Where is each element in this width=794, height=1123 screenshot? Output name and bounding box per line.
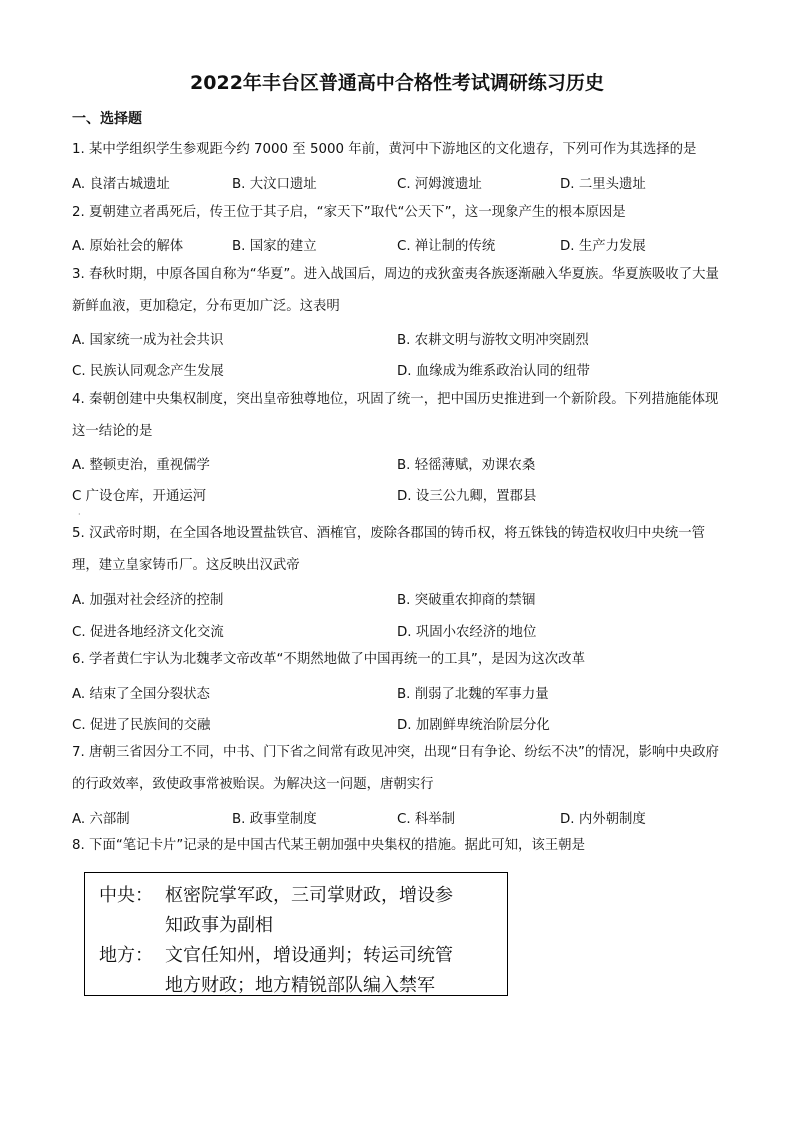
option-d[interactable]: D. 巩固小农经济的地位 <box>397 625 537 640</box>
stray-mark: · <box>78 510 81 519</box>
option-a[interactable]: A. 原始社会的解体 <box>72 239 184 254</box>
question-5-stem: 5. 汉武帝时期，在全国各地设置盐铁官、酒榷官，废除各郡国的铸币权，将五铢钱的铸造权收归中央统一管理，建立皇家铸币厂。这反映出汉武帝 <box>72 526 705 573</box>
option-d[interactable]: D. 加剧鲜卑统治阶层分化 <box>397 718 550 733</box>
question-7-stem: 7. 唐朝三省因分工不同，中书、门下省之间常有政见冲突，出现“日有争论、纷纭不决”的情况，影响中央政府的行政效率，致使政事常被贻误。为解决这一问题，唐朝实行 <box>72 745 719 792</box>
question-4-options-row1 <box>72 454 732 478</box>
question-6-stem: 6. 学者黄仁宇认为北魏孝文帝改革“不期然地做了中国再统一的工具”，是因为这次改革 <box>72 652 585 667</box>
option-a[interactable]: A. 良渚古城遗址 <box>72 177 170 192</box>
option-c[interactable]: C. 促进各地经济文化交流 <box>72 625 224 640</box>
question-6-options-row2 <box>72 714 732 738</box>
question-2-stem: 2. 夏朝建立者禹死后，传王位于其子启，“家天下”取代“公天下”，这一现象产生的根本原因是 <box>72 205 626 220</box>
note-central-line2: 知政事为副相 <box>165 915 273 936</box>
note-card <box>84 872 508 996</box>
option-a[interactable]: A. 加强对社会经济的控制 <box>72 593 224 608</box>
option-a[interactable]: A. 六部制 <box>72 812 130 827</box>
question-3-stem: 3. 春秋时期，中原各国自称为“华夏”。进入战国后，周边的戎狄蛮夷各族逐渐融入华夏族。华夏族吸收了大量新鲜血液，更加稳定，分布更加广泛。这表明 <box>72 267 719 314</box>
question-5-options-row1 <box>72 589 732 613</box>
question-3-options-row2 <box>72 360 732 384</box>
note-central-label: 中央： <box>99 885 153 906</box>
note-local-line2: 地方财政；地方精锐部队编入禁军 <box>165 975 435 996</box>
question-7-options <box>72 808 732 832</box>
note-local-line1: 文官任知州，增设通判；转运司统管 <box>165 945 453 966</box>
page-title: 2022年丰台区普通高中合格性考试调研练习历史 <box>190 72 604 94</box>
option-b[interactable]: B. 突破重农抑商的禁锢 <box>397 593 536 608</box>
option-a[interactable]: A. 结束了全国分裂状态 <box>72 687 210 702</box>
option-d[interactable]: D. 内外朝制度 <box>560 812 646 827</box>
option-b[interactable]: B. 政事堂制度 <box>232 812 317 827</box>
option-c[interactable]: C. 禅让制的传统 <box>397 239 496 254</box>
option-c[interactable]: C. 河姆渡遗址 <box>397 177 482 192</box>
option-b[interactable]: B. 削弱了北魏的军事力量 <box>397 687 549 702</box>
option-d[interactable]: D. 设三公九卿，置郡县 <box>397 489 537 504</box>
option-d[interactable]: D. 二里头遗址 <box>560 177 646 192</box>
option-b[interactable]: B. 轻徭薄赋，劝课农桑 <box>397 458 536 473</box>
question-6-options-row1 <box>72 683 732 707</box>
question-4-stem: 4. 秦朝创建中央集权制度，突出皇帝独尊地位，巩固了统一，把中国历史推进到一个新阶段。下列措施能体现这一结论的是 <box>72 392 719 439</box>
option-b[interactable]: B. 农耕文明与游牧文明冲突剧烈 <box>397 333 589 348</box>
question-2-options <box>72 235 732 259</box>
option-c[interactable]: C. 促进了民族间的交融 <box>72 718 211 733</box>
option-c[interactable]: C 广设仓库，开通运河 <box>72 489 207 504</box>
question-3-options-row1 <box>72 329 732 353</box>
question-5-options-row2 <box>72 621 732 645</box>
section-heading: 一、选择题 <box>72 111 142 127</box>
question-1-options <box>72 173 732 197</box>
option-b[interactable]: B. 大汶口遗址 <box>232 177 317 192</box>
note-local-label: 地方： <box>99 945 153 966</box>
option-b[interactable]: B. 国家的建立 <box>232 239 317 254</box>
option-c[interactable]: C. 民族认同观念产生发展 <box>72 364 224 379</box>
option-d[interactable]: D. 生产力发展 <box>560 239 646 254</box>
option-c[interactable]: C. 科举制 <box>397 812 456 827</box>
option-a[interactable]: A. 国家统一成为社会共识 <box>72 333 224 348</box>
option-a[interactable]: A. 整顿吏治，重视儒学 <box>72 458 210 473</box>
option-d[interactable]: D. 血缘成为维系政治认同的纽带 <box>397 364 590 379</box>
question-1-stem: 1. 某中学组织学生参观距今约 7000 至 5000 年前，黄河中下游地区的文化遗存，下列可作为其选择的是 <box>72 142 697 157</box>
note-central-line1: 枢密院掌军政，三司掌财政，增设参 <box>165 885 453 906</box>
question-8-stem: 8. 下面“笔记卡片”记录的是中国古代某王朝加强中央集权的措施。据此可知，该王朝是 <box>72 838 585 853</box>
question-4-options-row2 <box>72 485 732 509</box>
